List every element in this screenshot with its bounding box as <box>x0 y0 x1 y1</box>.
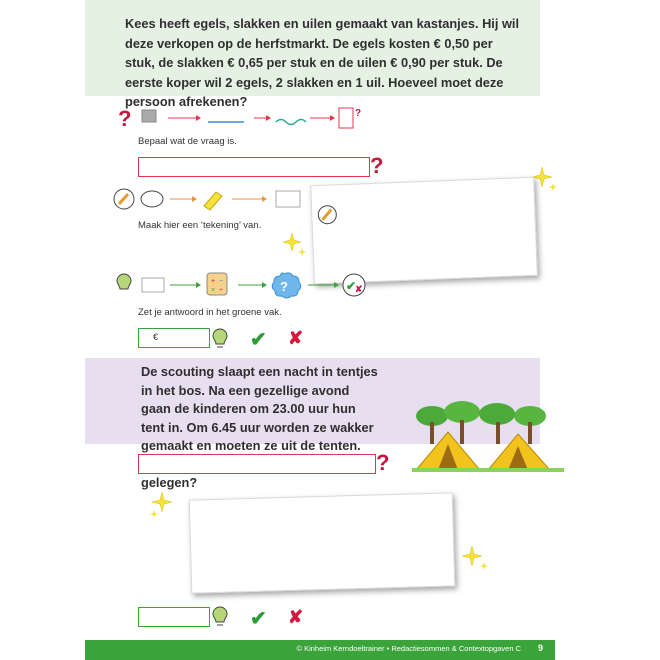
question-input-2[interactable] <box>138 454 376 474</box>
step-2-label: Maak hier een ‘tekening’ van. <box>138 220 262 231</box>
strategy-steps-row-1 <box>134 104 374 134</box>
step-3-label: Zet je antwoord in het groene vak. <box>138 307 282 318</box>
strategy-steps-row-3 <box>112 270 372 302</box>
thought-bubble-icon <box>141 191 163 207</box>
page-number: 9 <box>537 643 543 653</box>
svg-text:✘: ✘ <box>355 284 363 294</box>
camping-tents-icon <box>412 400 564 472</box>
drawing-area-2[interactable] <box>189 492 456 593</box>
question-icon-3: ? <box>376 450 390 475</box>
lightbulb-icon <box>208 326 232 350</box>
svg-text:?: ? <box>355 108 362 119</box>
answer-input-2[interactable] <box>138 607 210 627</box>
sparkle-icon-4 <box>460 544 490 574</box>
drawing-card-icon <box>276 191 300 207</box>
problem-2-text: De scouting slaapt een nacht in tentjes in het bos. Na een gezellige avond gaan de kinderen om 23.00 uur hun tent in. Om 6.45 uur worden ze wakker gemaakt en moeten ze uit de tenten. gelegen? <box>141 364 378 490</box>
svg-text:✔: ✔ <box>346 279 357 293</box>
drawing-area-1[interactable] <box>310 177 538 285</box>
highlighter-icon <box>204 192 222 210</box>
calculator-icon <box>207 273 227 295</box>
question-icon-2: ? <box>370 153 384 178</box>
problem-1-text: Kees heeft egels, slakken en uilen gemaakt van kastanjes. Hij wil deze verkopen op de herfstmarkt. De egels kosten € 0,50 per stuk, de slakken € 0,65 per stuk en de uilen € 0,90 per stuk. De eerste koper wil 2 egels, 2 slakken en 1 uil. Hoeveel moet deze persoon afrekenen? <box>125 16 520 109</box>
checkmark-icon: ✔ <box>250 329 267 351</box>
svg-text:−: − <box>219 278 224 285</box>
problem-1-box <box>85 0 540 109</box>
cross-icon: ✘ <box>288 607 304 627</box>
text-note-icon <box>142 110 156 122</box>
checkmark-icon: ✔ <box>250 608 267 630</box>
svg-text:÷: ÷ <box>219 287 223 294</box>
question-icon: ? <box>118 106 132 131</box>
svg-text:+: + <box>211 278 216 285</box>
lightbulb-icon <box>117 274 131 289</box>
cross-icon: ✘ <box>288 328 304 348</box>
step-1-label: Bepaal wat de vraag is. <box>138 136 237 147</box>
lightbulb-icon <box>208 604 232 628</box>
footer-text: © Kinheim Kerndoeltrainer • Redactiesommen & Contextopgaven C <box>296 644 521 653</box>
sparkle-icon-3 <box>150 490 180 520</box>
svg-text:?: ? <box>280 279 288 294</box>
answer-box-icon <box>339 108 353 128</box>
pencil-thought-icon <box>316 203 339 226</box>
answer-input-1[interactable] <box>138 328 210 348</box>
wavy-line-icon <box>276 120 306 125</box>
footer-bar <box>85 640 555 660</box>
question-input-1[interactable] <box>138 157 370 177</box>
strategy-steps-row-2 <box>112 186 312 214</box>
svg-text:×: × <box>211 287 216 294</box>
euro-sign: € <box>153 332 159 342</box>
sparkle-icon-2 <box>282 232 308 258</box>
